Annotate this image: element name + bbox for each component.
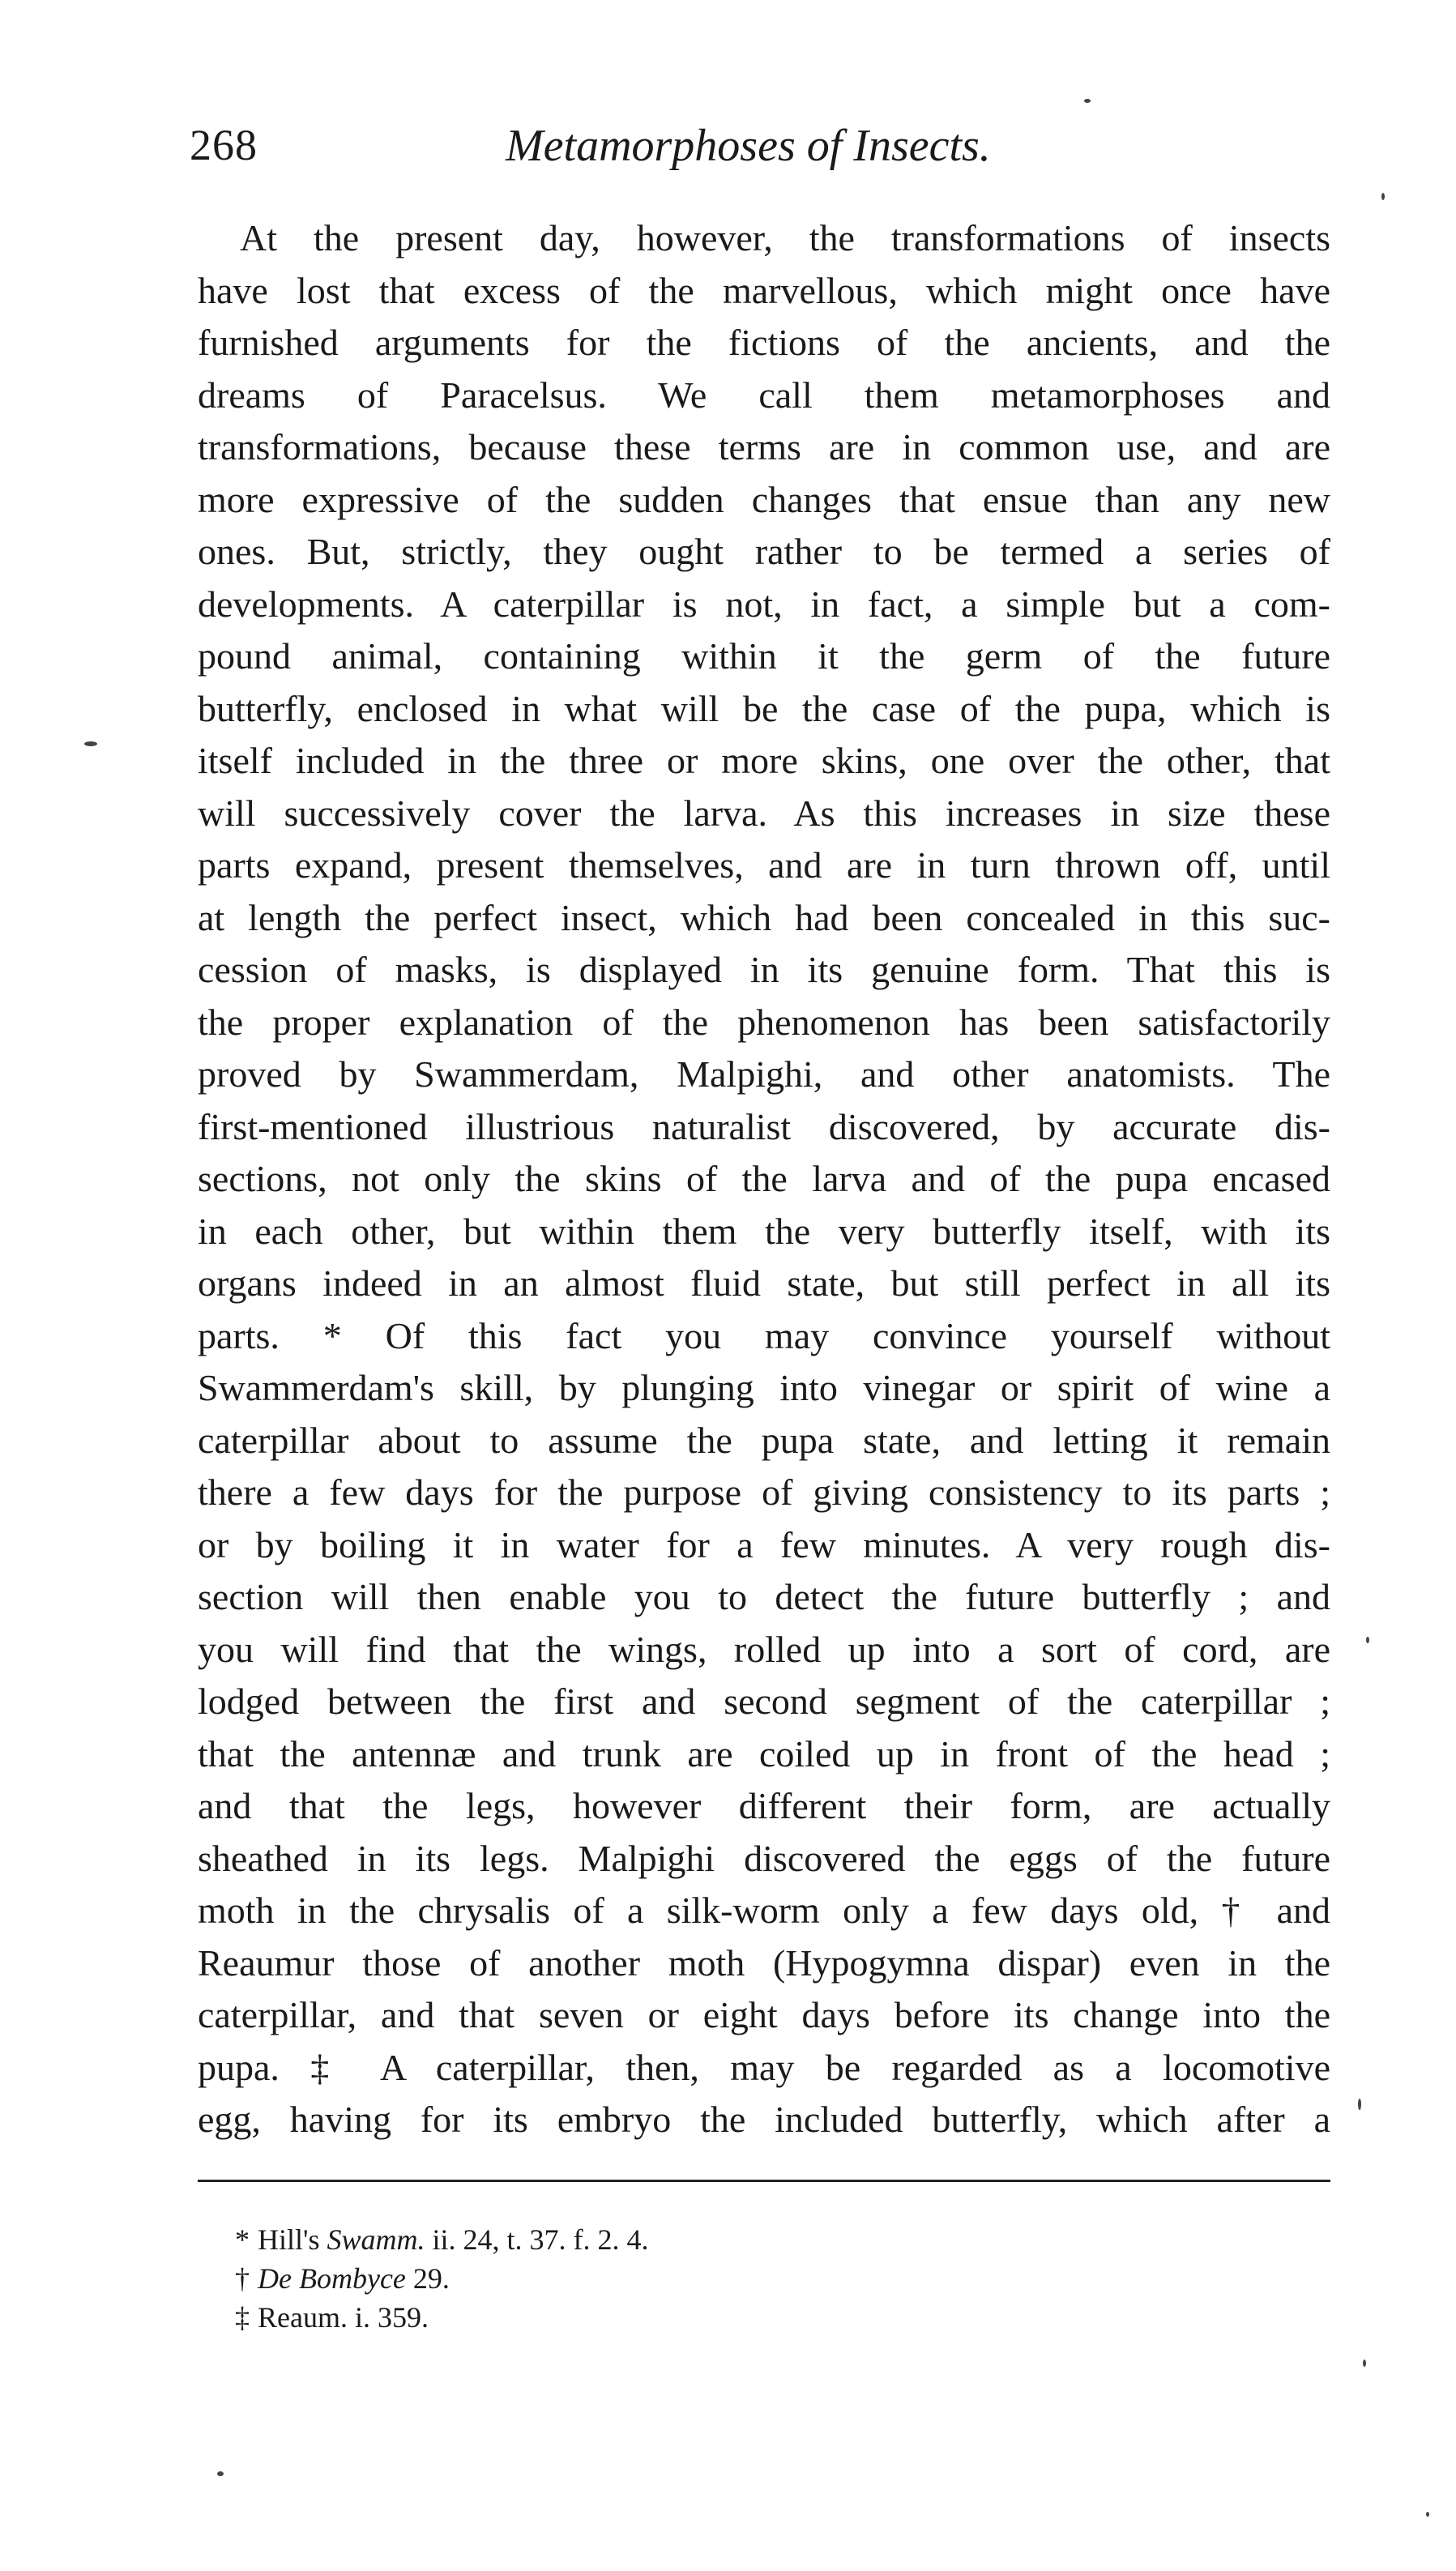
text-line: parts expand, present themselves, and are in turn thrown off, until <box>198 844 1330 886</box>
ink-speck <box>1363 2360 1366 2367</box>
text-line: sections, not only the skins of the larva and of the pupa encased <box>198 1158 1330 1199</box>
text-line: and that the legs, however different their form, are actually <box>198 1785 1330 1826</box>
text-line: at length the perfect insect, which had been concealed in this suc- <box>198 896 1330 938</box>
footnote-rule <box>198 2180 1330 2182</box>
text-line: developments. A caterpillar is not, in fact, a simple but a com- <box>198 583 1330 625</box>
text-line: dreams of Paracelsus. We call them metamorphoses and <box>198 374 1330 416</box>
ink-speck <box>1358 2099 1361 2110</box>
ink-speck <box>1084 99 1091 103</box>
ink-speck <box>1426 2512 1429 2517</box>
text-line: butterfly, enclosed in what will be the case of the pupa, which is <box>198 687 1330 729</box>
text-line: there a few days for the purpose of giving consistency to its parts ; <box>198 1471 1330 1513</box>
text-line: caterpillar, and that seven or eight days before its change into the <box>198 1994 1330 2035</box>
ink-speck <box>84 741 97 746</box>
ink-speck <box>1366 1637 1369 1643</box>
text-line: in each other, but within them the very butterfly itself, with its <box>198 1210 1330 1252</box>
footnote-text: Reaum. i. 359. <box>258 2301 429 2334</box>
page-number: 268 <box>190 121 258 169</box>
footnote-text: 29. <box>405 2262 450 2295</box>
footnote-mark: * <box>235 2223 250 2256</box>
text-line: egg, having for its embryo the included butterfly, which after a <box>198 2099 1330 2140</box>
footnote-mark: ‡ <box>235 2301 250 2334</box>
page-header <box>190 120 1324 185</box>
text-line: that the antennæ and trunk are coiled up in front of the head ; <box>198 1732 1330 1775</box>
body-text <box>198 212 1330 2146</box>
text-line: lodged between the first and second segment of the caterpillar ; <box>198 1681 1330 1722</box>
footnotes <box>235 2220 1207 2337</box>
text-line: organs indeed in an almost fluid state, but still perfect in all its <box>198 1262 1330 1304</box>
text-line: furnished arguments for the fictions of the ancients, and the <box>198 322 1330 363</box>
text-line: pupa. ‡ A caterpillar, then, may be regarded as a locomotive <box>198 2046 1330 2088</box>
footnote-italic-text: Swamm. <box>327 2223 425 2256</box>
text-line: moth in the chrysalis of a silk-worm only a few days old, † and <box>198 1890 1330 1931</box>
text-line: ones. But, strictly, they ought rather to be termed a series of <box>198 531 1330 572</box>
text-line: section will then enable you to detect the future butterfly ; and <box>198 1576 1330 1617</box>
text-line: have lost that excess of the marvellous, which might once have <box>198 269 1330 311</box>
text-line: caterpillar about to assume the pupa state, and letting it remain <box>198 1419 1330 1461</box>
text-line: you will find that the wings, rolled up into a sort of cord, are <box>198 1628 1330 1670</box>
footnote <box>235 2259 1207 2298</box>
text-line: the proper explanation of the phenomenon has been satisfactorily <box>198 1001 1330 1043</box>
text-line: proved by Swammerdam, Malpighi, and other anatomists. The <box>198 1053 1330 1095</box>
footnote-text: ii. 24, t. 37. f. 2. 4. <box>425 2223 649 2256</box>
running-title: Metamorphoses of Insects. <box>506 121 991 171</box>
ink-speck <box>1381 193 1385 200</box>
text-line: first-mentioned illustrious naturalist discovered, by accurate dis- <box>198 1105 1330 1147</box>
footnote <box>235 2220 1207 2259</box>
text-line: more expressive of the sudden changes that ensue than any new <box>198 478 1330 520</box>
text-line: At the present day, however, the transformations of insects <box>240 217 1330 258</box>
text-line: or by boiling it in water for a few minutes. A very rough dis- <box>198 1523 1330 1565</box>
footnote <box>235 2298 1207 2337</box>
text-line: itself included in the three or more skins, one over the other, that <box>198 740 1330 781</box>
footnote-text: Hill's <box>258 2223 327 2256</box>
text-line: parts. * Of this fact you may convince yourself without <box>198 1314 1330 1356</box>
text-line: Reaumur those of another moth (Hypogymna dispar) even in the <box>198 1941 1330 1984</box>
text-line: transformations, because these terms are in common use, and are <box>198 426 1330 468</box>
text-line: pound animal, containing within it the germ of the future <box>198 635 1330 677</box>
footnote-mark: † <box>235 2262 250 2295</box>
text-line: Swammerdam's skill, by plunging into vinegar or spirit of wine a <box>198 1367 1330 1408</box>
ink-speck <box>217 2471 224 2476</box>
text-line: cession of masks, is displayed in its genuine form. That this is <box>198 949 1330 990</box>
text-line: will successively cover the larva. As this increases in size these <box>198 792 1330 834</box>
footnote-italic-text: De Bombyce <box>258 2262 406 2295</box>
text-line: sheathed in its legs. Malpighi discovered the eggs of the future <box>198 1837 1330 1879</box>
